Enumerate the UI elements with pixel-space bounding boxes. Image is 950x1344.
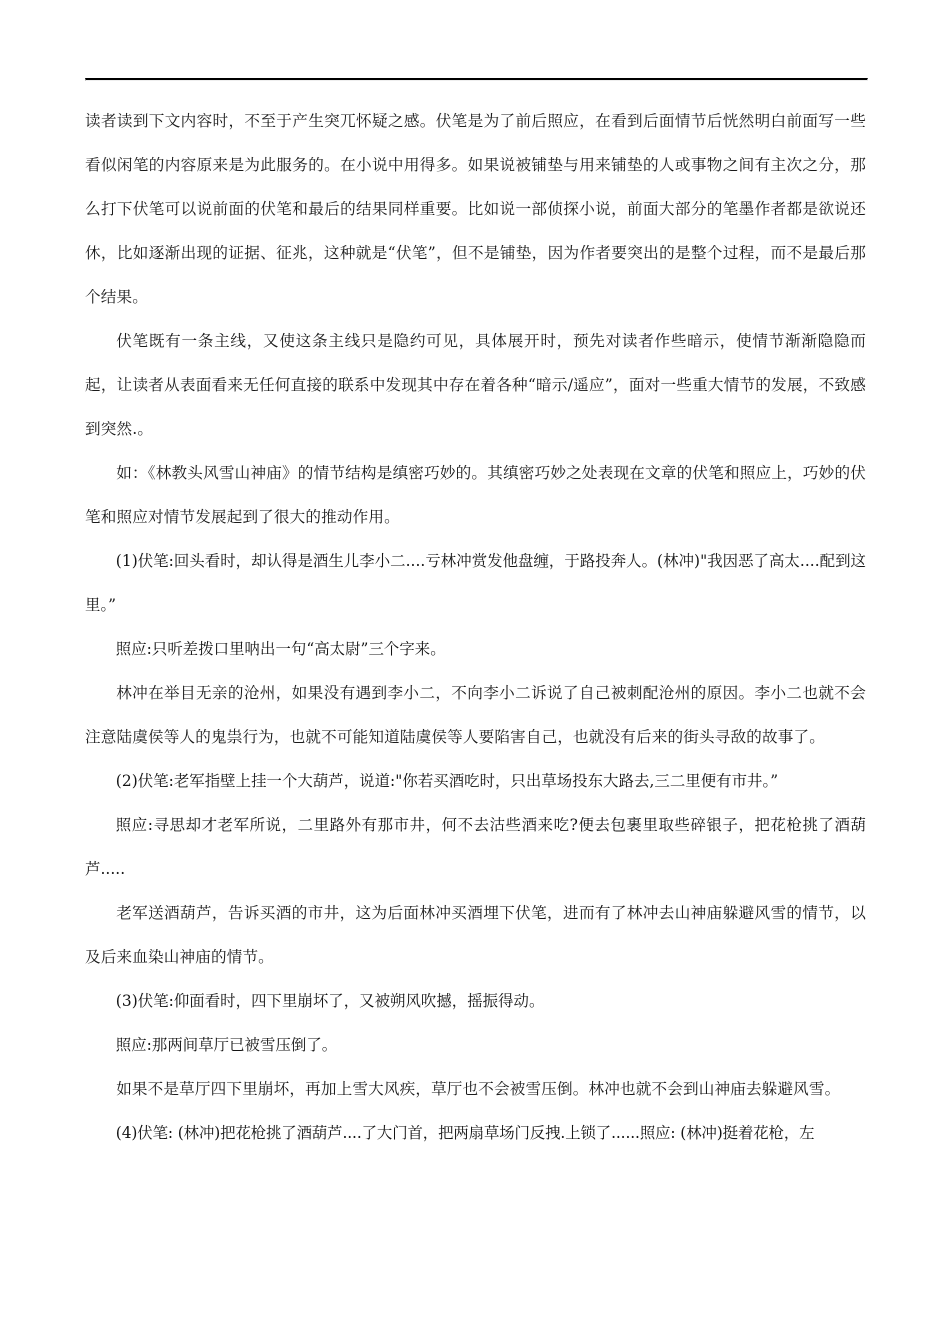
paragraph-analysis-2: 老军送酒葫芦，告诉买酒的市井，这为后面林冲买酒埋下伏笔，进而有了林冲去山神庙躲避风雪的情节，以及后来血染山神庙的情节。 [85,904,866,966]
document-body [85,99,866,1155]
page-content [85,78,866,1155]
item-3-zhaoying: 照应:那两间草厅已被雪压倒了。 [115,1036,338,1054]
item-2-fubi: (2)伏笔:老军指壁上挂一个大葫芦，说道:"你若买酒吃时，只出草场投东大路去,三二里便有市井。” [115,772,779,790]
paragraph-fubi-definition: 读者读到下文内容时，不至于产生突兀怀疑之感。伏笔是为了前后照应，在看到后面情节后恍然明白前面写一些看似闲笔的内容原来是为此服务的。在小说中用得多。如果说被铺垫与用来铺垫的人或事物之间有主次之分，那么打下伏笔可以说前面的伏笔和最后的结果同样重要。比如说一部侦探小说，前面大部分的笔墨作者都是欲说还休，比如逐渐出现的证据、征兆，这种就是“伏笔”，但不是铺垫，因为作者要突出的是整个过程，而不是最后那个结果。 [85,112,866,306]
item-1-fubi: (1)伏笔:回头看时，却认得是酒生儿李小二....亏林冲赏发他盘缠，于路投奔人。(林冲)"我因恶了高太....配到这里。” [85,552,866,614]
header-rule-divider [85,78,868,81]
item-2-zhaoying: 照应:寻思却才老军所说，二里路外有那市井，何不去沽些酒来吃?便去包裹里取些碎银子，把花枪挑了酒葫芦..... [85,816,866,878]
paragraph-example-intro: 如：《林教头风雪山神庙》的情节结构是缜密巧妙的。其缜密巧妙之处表现在文章的伏笔和照应上，巧妙的伏笔和照应对情节发展起到了很大的推动作用。 [85,464,866,526]
item-3-fubi: (3)伏笔:仰面看时，四下里崩坏了，又被朔风吹撼，摇振得动。 [115,992,545,1010]
paragraph-analysis-3: 如果不是草厅四下里崩坏，再加上雪大风疾，草厅也不会被雪压倒。林冲也就不会到山神庙去躲避风雪。 [116,1080,841,1098]
paragraph-analysis-1: 林冲在举目无亲的沧州，如果没有遇到李小二，不向李小二诉说了自己被刺配沧州的原因。李小二也就不会注意陆虞侯等人的鬼祟行为，也就不可能知道陆虞侯等人要陷害自己，也就没有后来的街头寻敌的故事了。 [85,684,866,746]
paragraph-fubi-mainline: 伏笔既有一条主线，又使这条主线只是隐约可见，具体展开时，预先对读者作些暗示，使情节渐渐隐隐而起，让读者从表面看来无任何直接的联系中发现其中存在着各种“暗示/遥应”，面对一些重大情节的发展，不致感到突然.。 [85,332,866,438]
item-4-fubi: (4)伏笔: (林冲)把花枪挑了酒葫芦....了大门首，把两扇草场门反拽.上锁了......照应: (林冲)挺着花枪，左 [115,1124,815,1142]
item-1-zhaoying: 照应:只听差拨口里呐出一句“高太尉”三个字来。 [115,640,446,658]
